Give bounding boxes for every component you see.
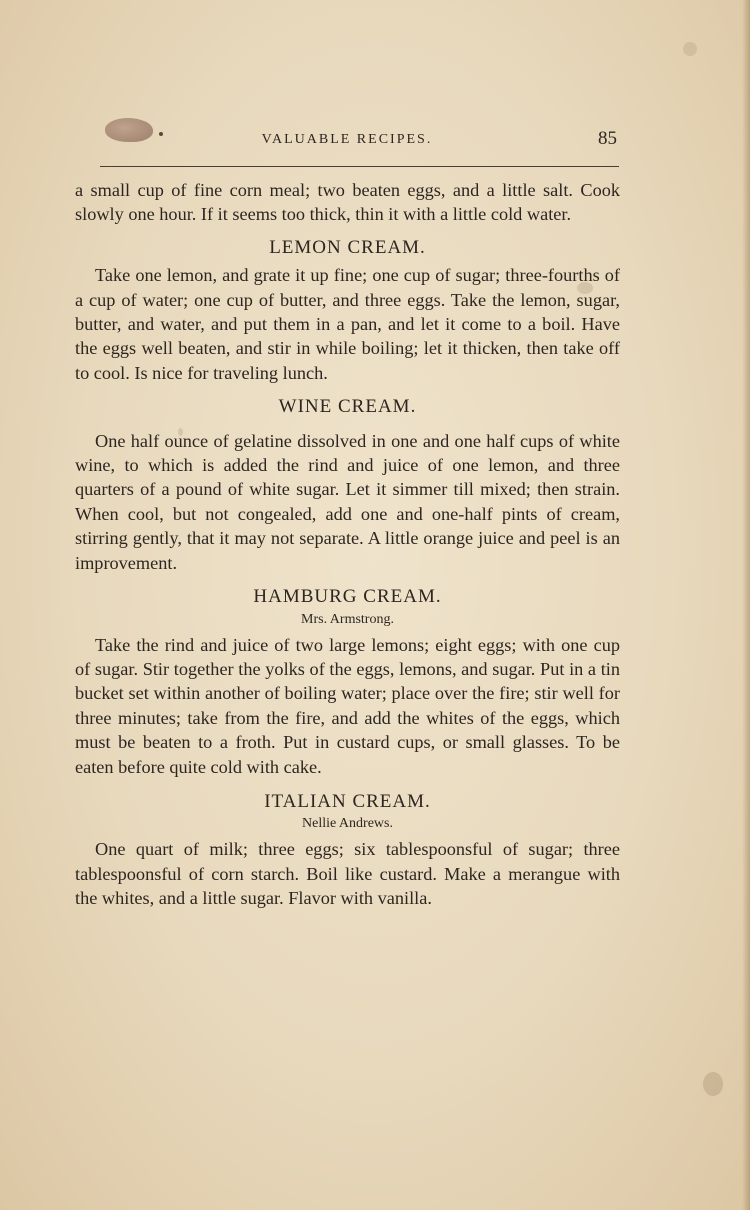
page-number: 85: [598, 128, 617, 149]
page-edge-shadow: [742, 0, 750, 1210]
recipe-text-italian-cream: One quart of milk; three eggs; six tablespoonsful of sugar; three tablespoonsful of corn starch. Boil like custard. Make a merangue with the whites, and a little sugar. Flavor with vanilla.: [75, 839, 620, 909]
running-title: VALUABLE RECIPES.: [261, 132, 433, 147]
page-body: [75, 178, 620, 911]
recipe-title-wine-cream: WINE CREAM.: [278, 396, 417, 418]
header-rule: [100, 166, 619, 167]
recipe-title-italian-cream: ITALIAN CREAM.: [264, 790, 431, 812]
continuation-paragraph: a small cup of fine corn meal; two beaten eggs, and a little salt. Cook slowly one hour. If it seems too thick, thin it with a little cold water.: [75, 180, 620, 225]
recipe-title-lemon-cream: LEMON CREAM.: [269, 236, 426, 258]
recipe-author-hamburg-cream: Mrs. Armstrong.: [301, 611, 394, 627]
running-header: [75, 118, 619, 168]
recipe-text-lemon-cream: Take one lemon, and grate it up fine; one cup of sugar; three-fourths of a cup of water; one cup of butter, and three eggs. Take the lemon, sugar, butter, and water, and put them in a pan, and let it come to a boil. Have the eggs well beaten, and stir in while boiling; let it thicken, then take off to cool. Is nice for traveling lunch.: [75, 265, 620, 383]
recipe-text-hamburg-cream: Take the rind and juice of two large lemons; eight eggs; with one cup of sugar. Stir together the yolks of the eggs, lemons, and sugar. Put in a tin bucket set within another of boiling water; place over the fire; stir well for three minutes; take from the fire, and add the whites of the eggs, which must be beaten to a froth. Put in custard cups, or small glasses. To be eaten before quite cold with cake.: [75, 634, 620, 777]
recipe-author-italian-cream: Nellie Andrews.: [302, 816, 393, 832]
foxing-spot: [703, 1072, 723, 1096]
foxing-spot: [683, 42, 697, 56]
recipe-title-hamburg-cream: HAMBURG CREAM.: [253, 586, 442, 608]
recipe-text-wine-cream: One half ounce of gelatine dissolved in one and one half cups of white wine, to which is added the rind and juice of one lemon, and three quarters of a pound of white sugar. Let it simmer till mixed; then strain. When cool, but not congealed, add one and one-half pints of cream, stirring gently, that it may not separate. A little orange juice and peel is an improvement.: [75, 430, 620, 573]
